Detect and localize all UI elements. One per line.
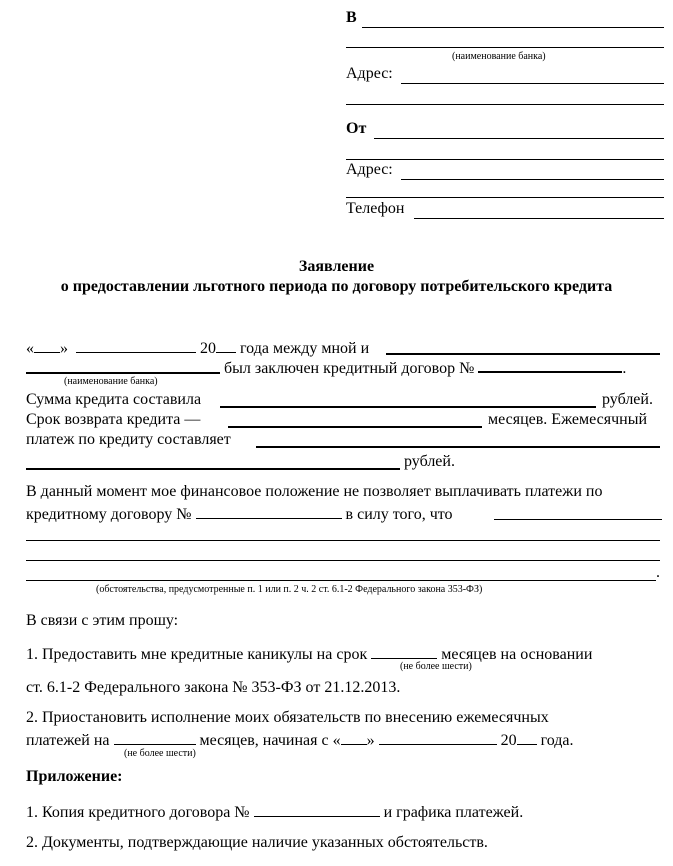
close-quote: »	[60, 340, 68, 357]
open-quote: «	[26, 340, 34, 357]
request-intro: В связи с этим прошу:	[26, 612, 179, 629]
to-label: В	[346, 9, 357, 26]
situation-line-1: В данный момент мое финансовое положение не позволяет выплачивать платежи по	[26, 483, 603, 500]
period: .	[622, 360, 627, 377]
suspend-day-field[interactable]	[341, 729, 367, 745]
contract-day-field[interactable]	[34, 337, 60, 353]
reason-line-3[interactable]	[26, 560, 660, 561]
suspend-year-field[interactable]	[517, 729, 537, 745]
bank-name-caption: (наименование банка)	[452, 51, 546, 62]
contract-month-field[interactable]	[76, 337, 196, 353]
item1-caption: (не более шести)	[400, 661, 472, 672]
term-label: Срок возврата кредита —	[26, 411, 201, 428]
credit-term-field[interactable]	[228, 426, 482, 428]
bank-name-line-2[interactable]	[346, 47, 664, 48]
contract-number-field[interactable]	[478, 356, 622, 373]
phone-field[interactable]	[414, 218, 664, 219]
situation-contract-number-field[interactable]	[196, 503, 342, 519]
reason-line-4[interactable]	[26, 580, 656, 581]
item1-suffix: месяцев на основании	[441, 646, 593, 663]
item2-year-prefix: 20	[500, 732, 517, 749]
appendix-title: Приложение:	[26, 768, 123, 785]
sum-label: Сумма кредита составила	[26, 391, 202, 408]
bank-address-label: Адрес:	[346, 65, 393, 82]
payment-label: платеж по кредиту составляет	[26, 431, 231, 448]
monthly-payment-field-2[interactable]	[26, 468, 400, 470]
item2-prefix: платежей на	[26, 732, 110, 749]
period-2: .	[656, 564, 660, 581]
phone-label: Телефон	[346, 200, 405, 217]
contract-text: был заключен кредитный договор №	[224, 360, 475, 377]
contract-date-row	[26, 337, 369, 357]
document-subtitle: о предоставлении льготного периода по договору потребительского кредита	[60, 278, 613, 295]
bank-party-field[interactable]	[386, 353, 660, 355]
applicant-address-field[interactable]	[401, 179, 664, 180]
contract-year-field[interactable]	[216, 337, 236, 353]
reason-line-2[interactable]	[26, 540, 660, 541]
to-bank-row	[346, 8, 664, 30]
phone-row	[346, 199, 664, 221]
credit-sum-row	[26, 390, 201, 410]
appendix-item-2: 2. Документы, подтверждающие наличие указанных обстоятельств.	[26, 834, 488, 851]
bank-caption-inline: (наименование банка)	[64, 376, 158, 387]
appendix-contract-number-field[interactable]	[254, 801, 380, 817]
request-item-2-line-2	[26, 729, 574, 749]
monthly-payment-field[interactable]	[256, 446, 660, 448]
situation-mid: в силу того, что	[345, 506, 453, 523]
between-text: года между мной и	[240, 340, 370, 357]
credit-sum-field[interactable]	[220, 406, 596, 408]
applicant-address-label: Адрес:	[346, 161, 393, 178]
credit-term-row	[26, 410, 200, 430]
suspend-months-field[interactable]	[114, 729, 196, 745]
situation-prefix: кредитному договору №	[26, 506, 192, 523]
item2-mid: месяцев, начиная с «	[199, 732, 341, 749]
request-item-2-line-1: 2. Приостановить исполнение моих обязательств по внесению ежемесячных	[26, 709, 549, 726]
applicant-name-field[interactable]	[374, 138, 664, 139]
bank-address-field[interactable]	[401, 83, 664, 84]
applicant-address-row	[346, 160, 664, 182]
appendix1-suffix: и графика платежей.	[383, 804, 524, 821]
item2-close-quote: »	[366, 732, 375, 749]
situation-line-2	[26, 503, 453, 523]
appendix-item-1	[26, 801, 523, 821]
applicant-address-line-2[interactable]	[346, 197, 664, 198]
bank-address-line-2[interactable]	[346, 104, 664, 105]
reason-field[interactable]	[494, 519, 662, 520]
item1-line-2: ст. 6.1-2 Федерального закона № 353-ФЗ от 21.12.2013.	[26, 679, 401, 696]
rubles-label: рублей.	[602, 391, 653, 408]
year-prefix: 20	[200, 340, 216, 357]
request-item-1	[26, 643, 592, 663]
from-row	[346, 119, 664, 141]
contract-number-row	[224, 356, 626, 376]
from-label: От	[346, 120, 367, 137]
circumstances-caption: (обстоятельства, предусмотренные п. 1 или п. 2 ч. 2 ст. 6.1-2 Федерального закона 353-ФЗ)	[96, 584, 483, 595]
document-title: Заявление	[298, 258, 375, 275]
holiday-months-field[interactable]	[371, 643, 437, 659]
bank-name-field[interactable]	[362, 27, 664, 28]
appendix1-prefix: 1. Копия кредитного договора №	[26, 804, 250, 821]
monthly-payment-row	[26, 430, 231, 450]
item1-prefix: 1. Предоставить мне кредитные каникулы на срок	[26, 646, 368, 663]
term-suffix: месяцев. Ежемесячный	[488, 411, 648, 428]
item2-caption: (не более шести)	[124, 748, 196, 759]
bank-party-field-2[interactable]	[26, 372, 220, 374]
rubles-label-2: рублей.	[404, 453, 455, 470]
suspend-month-field[interactable]	[379, 729, 497, 745]
bank-address-row	[346, 64, 664, 86]
item2-suffix: года.	[540, 732, 574, 749]
